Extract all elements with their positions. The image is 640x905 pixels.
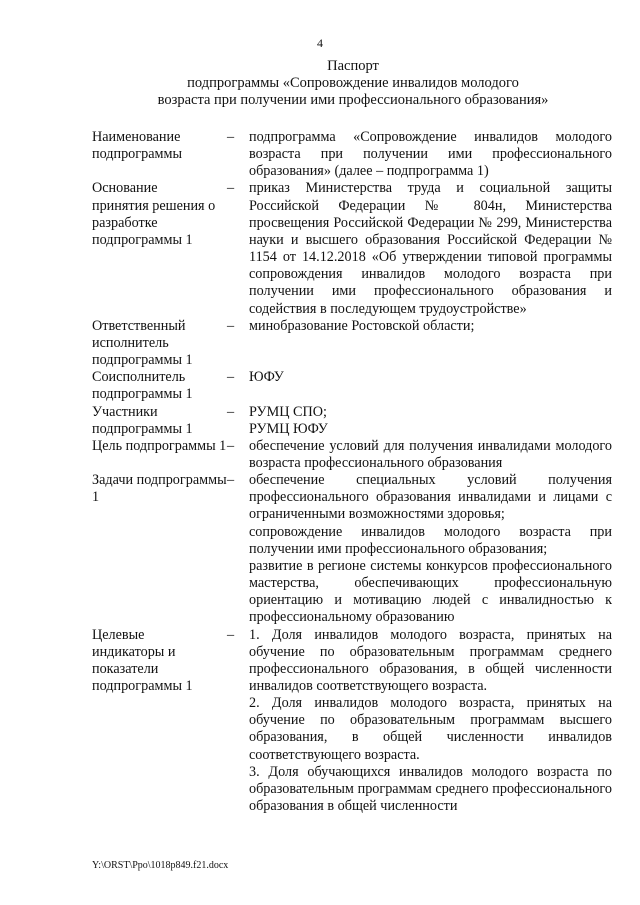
row-dash: – <box>227 369 235 386</box>
row-content <box>249 318 612 369</box>
document-title <box>0 58 640 109</box>
passport-row <box>92 627 612 816</box>
passport-row <box>92 318 612 369</box>
row-dash: – <box>227 472 235 489</box>
row-dash: – <box>227 626 235 643</box>
title-line-3: возраста при получении ими профессионального образования» <box>157 92 549 108</box>
content-paragraph: РУМЦ ЮФУ <box>249 420 328 437</box>
content-paragraph: развитие в регионе системы конкурсов профессионального мастерства, обеспечивающих профессиональную ориентацию и мотивацию людей с инвалидностью к профессиональному образованию <box>249 557 612 626</box>
content-paragraph: сопровождение инвалидов молодого возраста при получении ими профессионального образования; <box>249 523 612 557</box>
content-paragraph: приказ Министерства труда и социальной защиты Российской Федерации № 804н, Министерства просвещения Российской Федерации № 299, Министерства науки и высшего образования Российской Федерации № 1154 от 14.12.2018 «Об утверждении типовой программы сопровождения инвалидов молодого возраста при получении ими профессионального образования и содействия в последующем трудоустройстве» <box>249 180 612 317</box>
content-paragraph: ЮФУ <box>249 369 284 386</box>
row-dash: – <box>227 129 235 145</box>
passport-table <box>92 129 612 815</box>
row-content <box>249 369 612 403</box>
row-content <box>249 438 612 472</box>
title-line-2: подпрограммы «Сопровождение инвалидов молодого <box>187 75 519 91</box>
content-paragraph: РУМЦ СПО; <box>249 403 327 420</box>
row-dash: – <box>227 403 235 420</box>
row-content <box>249 627 612 816</box>
content-paragraph: 2. Доля инвалидов молодого возраста, принятых на обучение по образовательным программам высшего образования, в общей численности инвалидов соответствующего возраста. <box>249 695 612 763</box>
row-dash: – <box>227 180 235 197</box>
file-path-footer: Y:\ORST\Ppo\1018p849.f21.docx <box>92 860 229 871</box>
row-label: Цель подпрограммы 1 <box>92 437 227 454</box>
content-paragraph: обеспечение специальных условий получения профессионального образования инвалидами и лицами с ограниченными возможностями здоровья; <box>249 472 612 523</box>
row-label: Наименование подпрограммы <box>92 129 182 163</box>
content-paragraph: 1. Доля инвалидов молодого возраста, принятых на обучение по образовательным программам среднего профессионального образования, в общей численности инвалидов соответствующего возраста. <box>249 626 612 694</box>
row-label: Основание принятия решения о разработке подпрограммы 1 <box>92 180 216 248</box>
row-dash: – <box>227 317 235 334</box>
row-label: Ответственный исполнитель подпрограммы 1 <box>92 317 193 369</box>
passport-row <box>92 404 612 438</box>
passport-row <box>92 472 612 626</box>
passport-row <box>92 438 612 472</box>
passport-row <box>92 180 612 317</box>
content-paragraph: подпрограмма «Сопровождение инвалидов молодого возраста при получении ими профессионального образования» (далее – подпрограмма 1) <box>249 129 612 180</box>
content-paragraph: обеспечение условий для получения инвалидами молодого возраста профессионального образования <box>249 437 612 471</box>
row-dash: – <box>227 437 235 454</box>
row-label: Целевые индикаторы и показатели подпрограммы 1 <box>92 626 193 694</box>
passport-row <box>92 129 612 180</box>
content-paragraph: 3. Доля обучающихся инвалидов молодого возраста по образовательным программам среднего профессионального образования в общей численности <box>249 763 612 815</box>
page-number: 4 <box>317 36 323 50</box>
content-paragraph: минобразование Ростовской области; <box>249 317 475 334</box>
row-content <box>249 472 612 626</box>
row-content <box>249 180 612 317</box>
row-label: Соисполнитель подпрограммы 1 <box>92 369 193 403</box>
row-content <box>249 129 612 180</box>
row-label: Задачи подпрограммы 1 <box>92 472 227 506</box>
row-content <box>249 404 612 438</box>
row-label: Участники подпрограммы 1 <box>92 403 193 437</box>
title-line-1: Паспорт <box>327 58 379 74</box>
passport-row <box>92 369 612 403</box>
